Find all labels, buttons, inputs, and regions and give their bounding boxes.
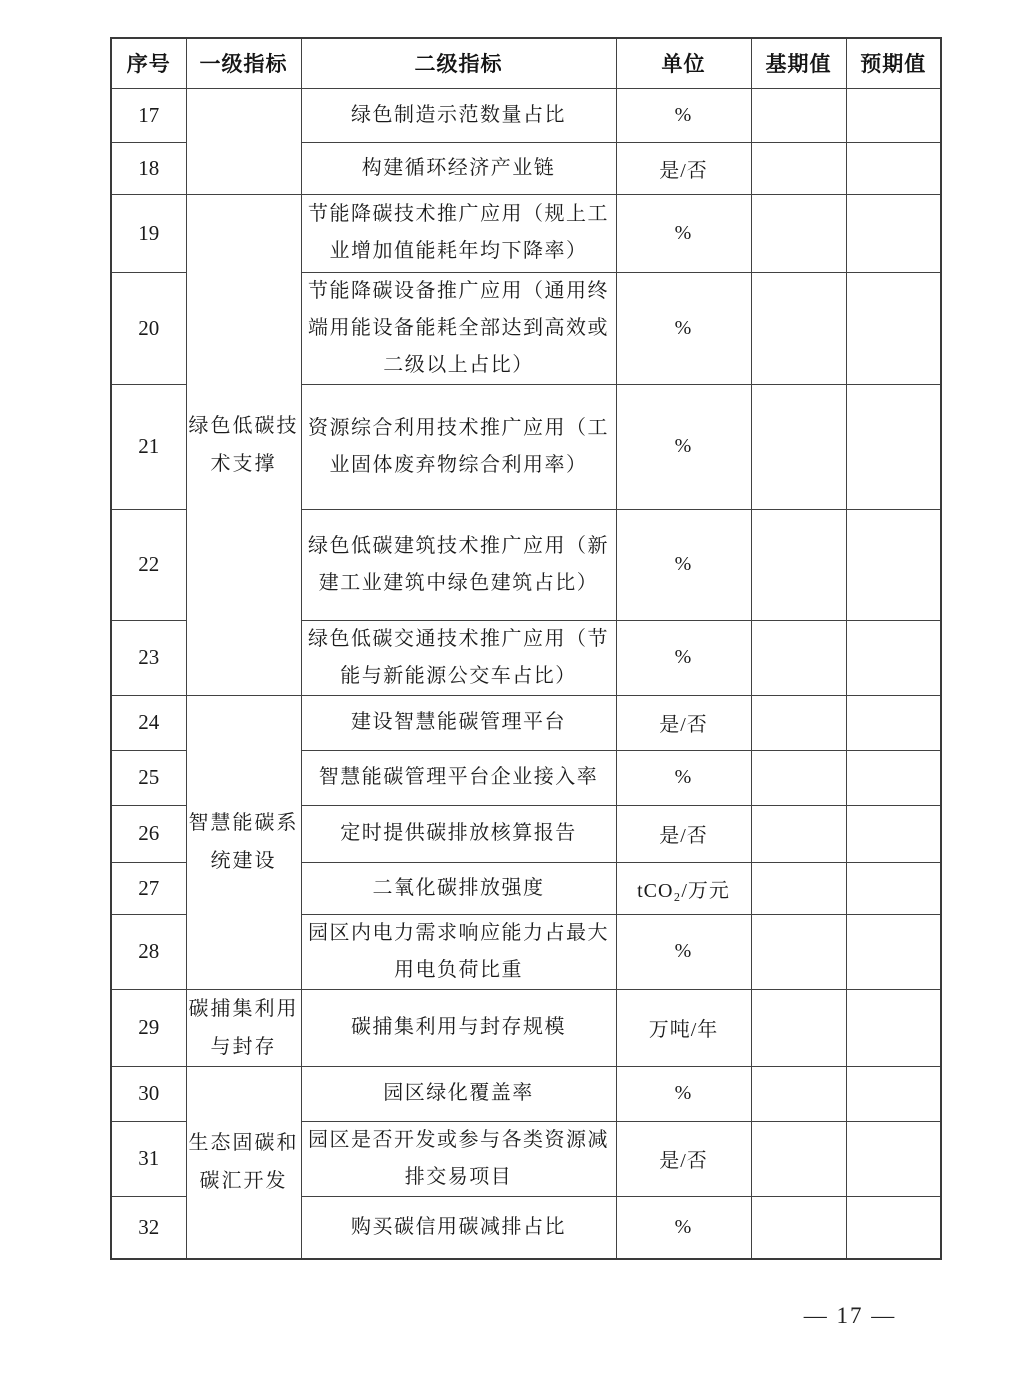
cell-level1-green-lowcarbon-tech: 绿色低碳技术支撑 (186, 194, 301, 695)
cell-no: 22 (111, 509, 186, 620)
cell-level1-carbon-capture: 碳捕集利用与封存 (186, 989, 301, 1066)
cell-base-value (751, 805, 846, 862)
cell-no: 27 (111, 862, 186, 914)
cell-expected-value (846, 750, 941, 805)
cell-unit: % (616, 272, 751, 384)
cell-level2: 园区内电力需求响应能力占最大用电负荷比重 (301, 914, 616, 989)
cell-base-value (751, 989, 846, 1066)
cell-unit: % (616, 384, 751, 509)
cell-base-value (751, 695, 846, 750)
cell-level2: 绿色低碳建筑技术推广应用（新建工业建筑中绿色建筑占比） (301, 509, 616, 620)
cell-base-value (751, 914, 846, 989)
cell-level2: 二氧化碳排放强度 (301, 862, 616, 914)
cell-unit: 是/否 (616, 695, 751, 750)
cell-no: 25 (111, 750, 186, 805)
cell-expected-value (846, 509, 941, 620)
cell-unit: % (616, 750, 751, 805)
cell-expected-value (846, 142, 941, 194)
cell-expected-value (846, 989, 941, 1066)
header-no: 序号 (111, 38, 186, 88)
cell-no: 19 (111, 194, 186, 272)
cell-level2: 园区是否开发或参与各类资源减排交易项目 (301, 1121, 616, 1196)
cell-no: 18 (111, 142, 186, 194)
cell-expected-value (846, 805, 941, 862)
header-base-value: 基期值 (751, 38, 846, 88)
cell-base-value (751, 1066, 846, 1121)
cell-base-value (751, 142, 846, 194)
page-number: — 17 — (803, 1303, 897, 1328)
cell-expected-value (846, 695, 941, 750)
cell-unit: 是/否 (616, 805, 751, 862)
cell-unit: tCO₂/万元 (616, 862, 751, 914)
cell-unit: % (616, 88, 751, 142)
cell-unit: % (616, 620, 751, 695)
cell-unit: % (616, 914, 751, 989)
cell-level2: 绿色制造示范数量占比 (301, 88, 616, 142)
indicator-table (110, 37, 942, 1260)
table-header-row (111, 38, 941, 88)
cell-no: 26 (111, 805, 186, 862)
cell-level2: 智慧能碳管理平台企业接入率 (301, 750, 616, 805)
cell-no: 17 (111, 88, 186, 142)
cell-level1-eco-carbon-sink: 生态固碳和碳汇开发 (186, 1066, 301, 1259)
cell-base-value (751, 1121, 846, 1196)
cell-no: 32 (111, 1196, 186, 1259)
table-row (111, 194, 941, 272)
table-row (111, 1066, 941, 1121)
cell-level2: 定时提供碳排放核算报告 (301, 805, 616, 862)
cell-unit: % (616, 1196, 751, 1259)
cell-no: 29 (111, 989, 186, 1066)
cell-expected-value (846, 384, 941, 509)
cell-expected-value (846, 862, 941, 914)
cell-level2: 构建循环经济产业链 (301, 142, 616, 194)
cell-level1-smart-energy-carbon: 智慧能碳系统建设 (186, 695, 301, 989)
cell-expected-value (846, 620, 941, 695)
cell-base-value (751, 750, 846, 805)
cell-base-value (751, 88, 846, 142)
cell-unit: % (616, 194, 751, 272)
header-level2-indicator: 二级指标 (301, 38, 616, 88)
cell-unit: 万吨/年 (616, 989, 751, 1066)
cell-base-value (751, 384, 846, 509)
cell-expected-value (846, 272, 941, 384)
cell-base-value (751, 509, 846, 620)
header-expected-value: 预期值 (846, 38, 941, 88)
cell-no: 28 (111, 914, 186, 989)
cell-level1-empty (186, 88, 301, 194)
cell-level2: 碳捕集利用与封存规模 (301, 989, 616, 1066)
cell-no: 30 (111, 1066, 186, 1121)
cell-base-value (751, 862, 846, 914)
cell-level2: 绿色低碳交通技术推广应用（节能与新能源公交车占比） (301, 620, 616, 695)
cell-no: 24 (111, 695, 186, 750)
cell-unit: % (616, 1066, 751, 1121)
cell-level2: 节能降碳设备推广应用（通用终端用能设备能耗全部达到高效或二级以上占比） (301, 272, 616, 384)
cell-expected-value (846, 194, 941, 272)
header-level1-indicator: 一级指标 (186, 38, 301, 88)
cell-level2: 节能降碳技术推广应用（规上工业增加值能耗年均下降率） (301, 194, 616, 272)
cell-level2: 园区绿化覆盖率 (301, 1066, 616, 1121)
cell-unit: 是/否 (616, 142, 751, 194)
cell-no: 31 (111, 1121, 186, 1196)
cell-level2: 资源综合利用技术推广应用（工业固体废弃物综合利用率） (301, 384, 616, 509)
cell-unit: 是/否 (616, 1121, 751, 1196)
cell-no: 20 (111, 272, 186, 384)
cell-base-value (751, 194, 846, 272)
table-row (111, 695, 941, 750)
indicator-table-container (110, 37, 940, 1260)
cell-expected-value (846, 914, 941, 989)
cell-no: 23 (111, 620, 186, 695)
table-row (111, 88, 941, 142)
cell-expected-value (846, 1196, 941, 1259)
cell-level2: 建设智慧能碳管理平台 (301, 695, 616, 750)
cell-no: 21 (111, 384, 186, 509)
cell-level2: 购买碳信用碳减排占比 (301, 1196, 616, 1259)
cell-base-value (751, 1196, 846, 1259)
cell-expected-value (846, 1121, 941, 1196)
cell-base-value (751, 272, 846, 384)
cell-unit: % (616, 509, 751, 620)
table-row (111, 989, 941, 1066)
cell-expected-value (846, 1066, 941, 1121)
header-unit: 单位 (616, 38, 751, 88)
cell-expected-value (846, 88, 941, 142)
cell-base-value (751, 620, 846, 695)
